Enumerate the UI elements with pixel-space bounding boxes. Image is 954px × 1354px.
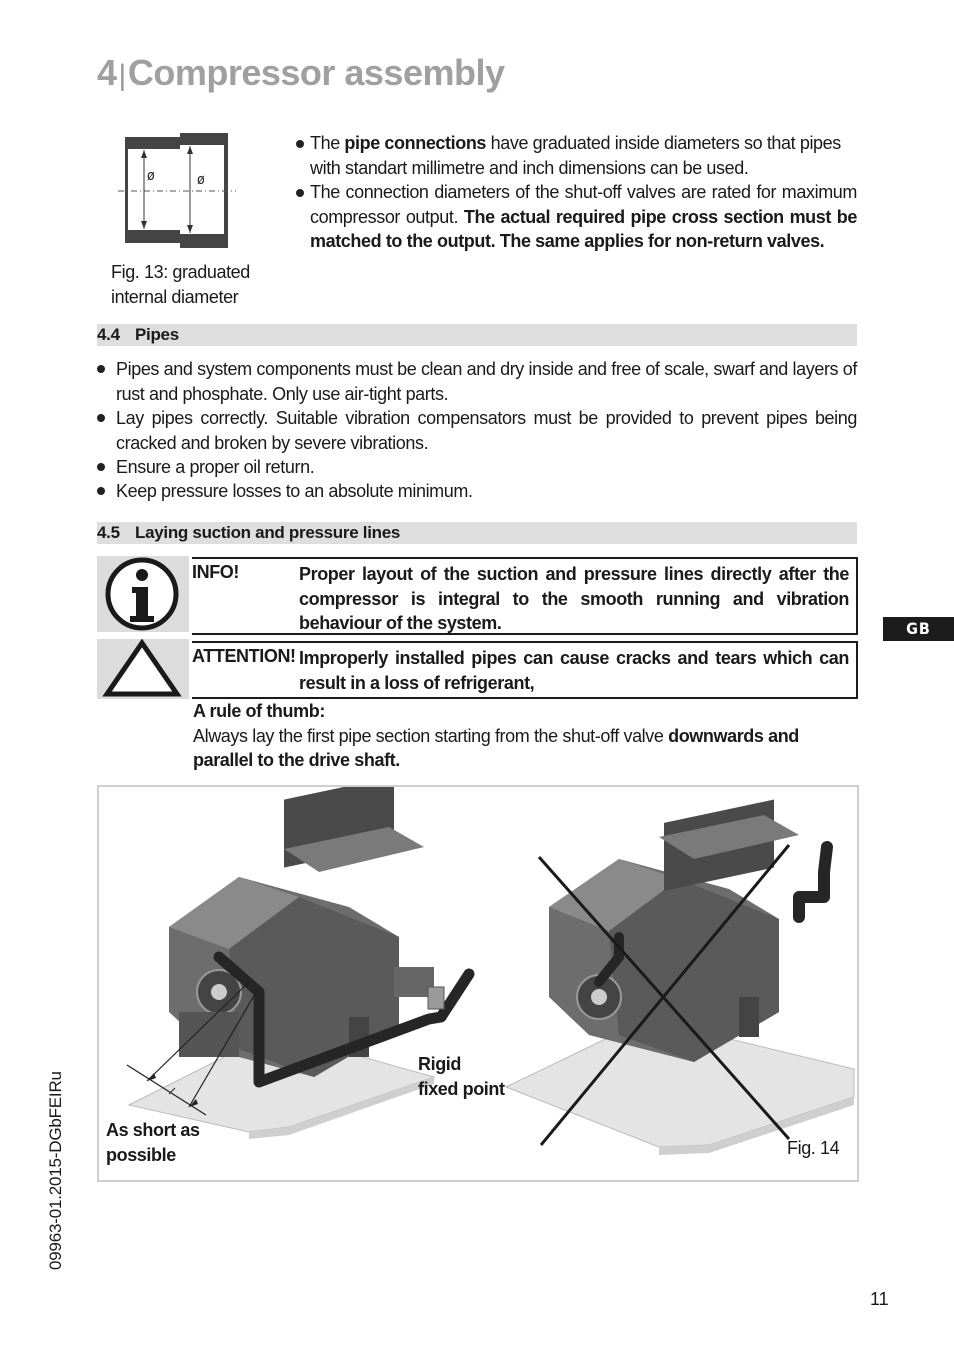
diameter-symbol-large: ø [197, 172, 205, 188]
section-4-4-heading [97, 324, 857, 346]
label-rigid-line1: Rigid [418, 1054, 461, 1074]
intro-bullet-2-pre: The connection diameters of the shut-off valves are rated for maximum compressor output. [310, 182, 857, 227]
label-as-short-as-possible [106, 1118, 200, 1168]
document-code: 09963-01.2015-DGbFEIRu [46, 1071, 65, 1270]
bullet-dot [296, 140, 304, 148]
bullet-dot [97, 487, 105, 495]
fig13-caption-line1: Fig. 13: graduated [111, 262, 250, 282]
page-number: 11 [870, 1289, 889, 1309]
graduated-diameter-drawing [118, 128, 238, 252]
bullet-dot [97, 463, 105, 471]
section-title: Pipes [135, 325, 179, 344]
fig14-caption: Fig. 14 [787, 1138, 840, 1158]
info-text: Proper layout of the suction and pressure lines directly after the compressor is integral to the smooth running and vibration behaviour of the system. [299, 564, 849, 633]
list-item [97, 479, 857, 504]
fig14-illustration [99, 787, 857, 1180]
attention-notice [192, 641, 858, 699]
intro-bullet [296, 180, 857, 254]
diameter-symbol-small: ø [147, 168, 155, 184]
info-label: INFO! [192, 562, 239, 582]
intro-bullet-1-bold: pipe connections [344, 133, 487, 153]
info-notice [192, 557, 858, 635]
compressor-right [549, 800, 799, 1062]
warning-triangle-icon [97, 639, 189, 699]
attention-label: ATTENTION! [192, 646, 296, 666]
bullet-dot [97, 414, 105, 422]
section-number: 4.5 [97, 523, 120, 542]
fig14-frame [97, 785, 859, 1182]
attention-text: Improperly installed pipes can cause cracks and tears which can result in a loss of refrigerant, [299, 648, 849, 693]
chapter-title-text: Compressor assembly [127, 52, 505, 93]
intro-bullet-1-pre: The [310, 133, 345, 153]
label-rigid-fixed-point [418, 1052, 505, 1102]
section-4-5-heading [97, 522, 857, 544]
chapter-title [97, 52, 505, 94]
list-item-text: Keep pressure losses to an absolute minimum. [116, 481, 473, 501]
info-icon-box [97, 556, 189, 632]
label-rigid-line2: fixed point [418, 1079, 505, 1099]
intro-bullet [296, 131, 857, 180]
chapter-number: 4 [97, 52, 117, 93]
rule-of-thumb [193, 699, 823, 773]
intro-bullet-1-post: have graduated inside diameters so that pipes with standart millimetre and inch dimensions can be used. [310, 133, 841, 178]
fig13-caption-line2: internal diameter [111, 286, 239, 307]
intro-bullet-2-bold: The actual required pipe cross section must be matched to the output. The same applies for non-return valves. [310, 206, 857, 251]
rule-text: Always lay the first pipe section starting from the shut-off valve [193, 725, 669, 746]
list-item-text: Lay pipes correctly. Suitable vibration compensators must be provided to prevent pipes being cracked and broken by severe vibrations. [116, 408, 857, 453]
rule-text-bold: downwards and parallel to the drive shaft. [193, 725, 799, 770]
fig13-caption [111, 260, 281, 309]
list-item [97, 455, 857, 480]
warning-icon-box [97, 639, 189, 699]
label-short-line1: As short as [106, 1120, 200, 1140]
label-short-line2: possible [106, 1145, 176, 1165]
list-item-text: Pipes and system components must be clean and dry inside and free of scale, swarf and layers of rust and phosphate. Only use air-tight parts. [116, 359, 857, 404]
info-icon [97, 556, 189, 632]
bullet-dot [97, 365, 105, 373]
list-item [97, 406, 857, 455]
chapter-separator: | [118, 59, 126, 92]
list-item [97, 357, 857, 406]
list-item-text: Ensure a proper oil return. [116, 457, 315, 477]
rule-heading: A rule of thumb: [193, 701, 325, 721]
bullet-dot [296, 189, 304, 197]
section-title: Laying suction and pressure lines [135, 523, 401, 542]
section-number: 4.4 [97, 325, 120, 344]
language-tab: GB [883, 617, 954, 641]
